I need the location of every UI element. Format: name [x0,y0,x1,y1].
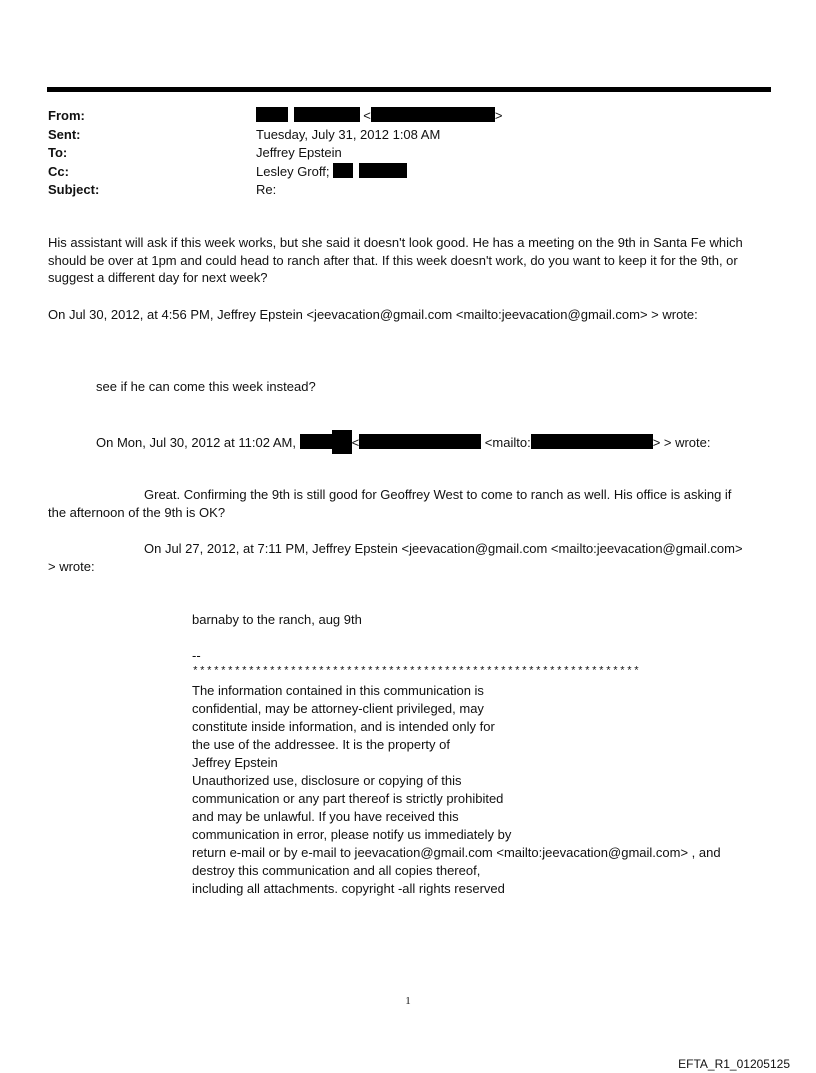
disclaimer-line: communication in error, please notify us immediately by [192,827,512,842]
disclaimer [192,682,721,898]
disclaimer-line: Jeffrey Epstein [192,755,278,770]
cc-value [256,163,407,182]
quote-header-3-line1: On Jul 27, 2012, at 7:11 PM, Jeffrey Epstein <jeevacation@gmail.com <mailto:jeevacation@gmail.com> [144,541,743,556]
to-value: Jeffrey Epstein [256,145,342,160]
quote-text-3: barnaby to the ranch, aug 9th [192,612,362,627]
quote-header-3-line2: > wrote: [48,558,95,574]
quote-text-2-line2: the afternoon of the 9th is OK? [48,504,226,520]
disclaimer-line: Unauthorized use, disclosure or copying of this [192,773,462,788]
redaction-block [333,163,353,178]
to-label: To: [48,145,68,160]
quote2-mailto: <mailto: [484,435,531,450]
quote-text-2-line1: Great. Confirming the 9th is still good for Geoffrey West to come to ranch as well. His office is asking if [144,487,732,502]
from-bracket-close: > [494,108,503,123]
subject-label: Subject: [48,182,100,197]
body-paragraph: His assistant will ask if this week works, but she said it doesn't look good. He has a meeting on the 9th in Santa Fe which should be over at 1pm and could head to ranch after that. If this week doesn't work, do you want to keep it for the 9th, or suggest a different day for next week? [48,235,743,286]
from-value [256,107,502,126]
quote-header-2 [96,430,711,454]
quote2-bracket: < [351,435,360,450]
document-id: EFTA_R1_01205125 [678,1057,790,1071]
redaction-block [300,434,332,449]
signature-dashes: -- [192,648,201,663]
redaction-block [294,107,360,122]
redaction-block [359,434,481,449]
header-divider [47,87,771,92]
signature-stars: **************************************************************** [192,666,641,678]
cc-text: Lesley Groff; [256,163,330,179]
disclaimer-line: return e-mail or by e-mail to jeevacation@gmail.com <mailto:jeevacation@gmail.com> , and [192,845,721,860]
disclaimer-line: communication or any part thereof is strictly prohibited [192,791,504,806]
subject-value: Re: [256,182,277,197]
redaction-block [359,163,407,178]
redaction-block [531,434,653,449]
quote2-end: > > wrote: [652,435,711,450]
quote2-date: On Mon, Jul 30, 2012 at 11:02 AM, [96,435,296,450]
from-label: From: [48,108,85,123]
redaction-block [371,107,495,122]
from-bracket-open: < [363,108,371,123]
sent-label: Sent: [48,126,81,142]
disclaimer-line: and may be unlawful. If you have received this [192,809,459,824]
quote-header-1: On Jul 30, 2012, at 4:56 PM, Jeffrey Epstein <jeevacation@gmail.com <mailto:jeevacation@gmail.com> > wrote: [48,307,698,322]
quote-text-1: see if he can come this week instead? [96,379,316,394]
sent-value: Tuesday, July 31, 2012 1:08 AM [256,126,441,142]
disclaimer-line: including all attachments. copyright -all rights reserved [192,881,505,896]
redaction-block [332,430,352,454]
redaction-block [256,107,288,122]
disclaimer-line: constitute inside information, and is intended only for [192,719,495,734]
disclaimer-line: the use of the addressee. It is the property of [192,737,450,752]
disclaimer-line: destroy this communication and all copies thereof, [192,863,481,878]
page-number: 1 [405,995,411,1007]
disclaimer-line: The information contained in this communication is [192,683,484,698]
cc-label: Cc: [48,163,69,179]
disclaimer-line: confidential, may be attorney-client privileged, may [192,701,484,716]
